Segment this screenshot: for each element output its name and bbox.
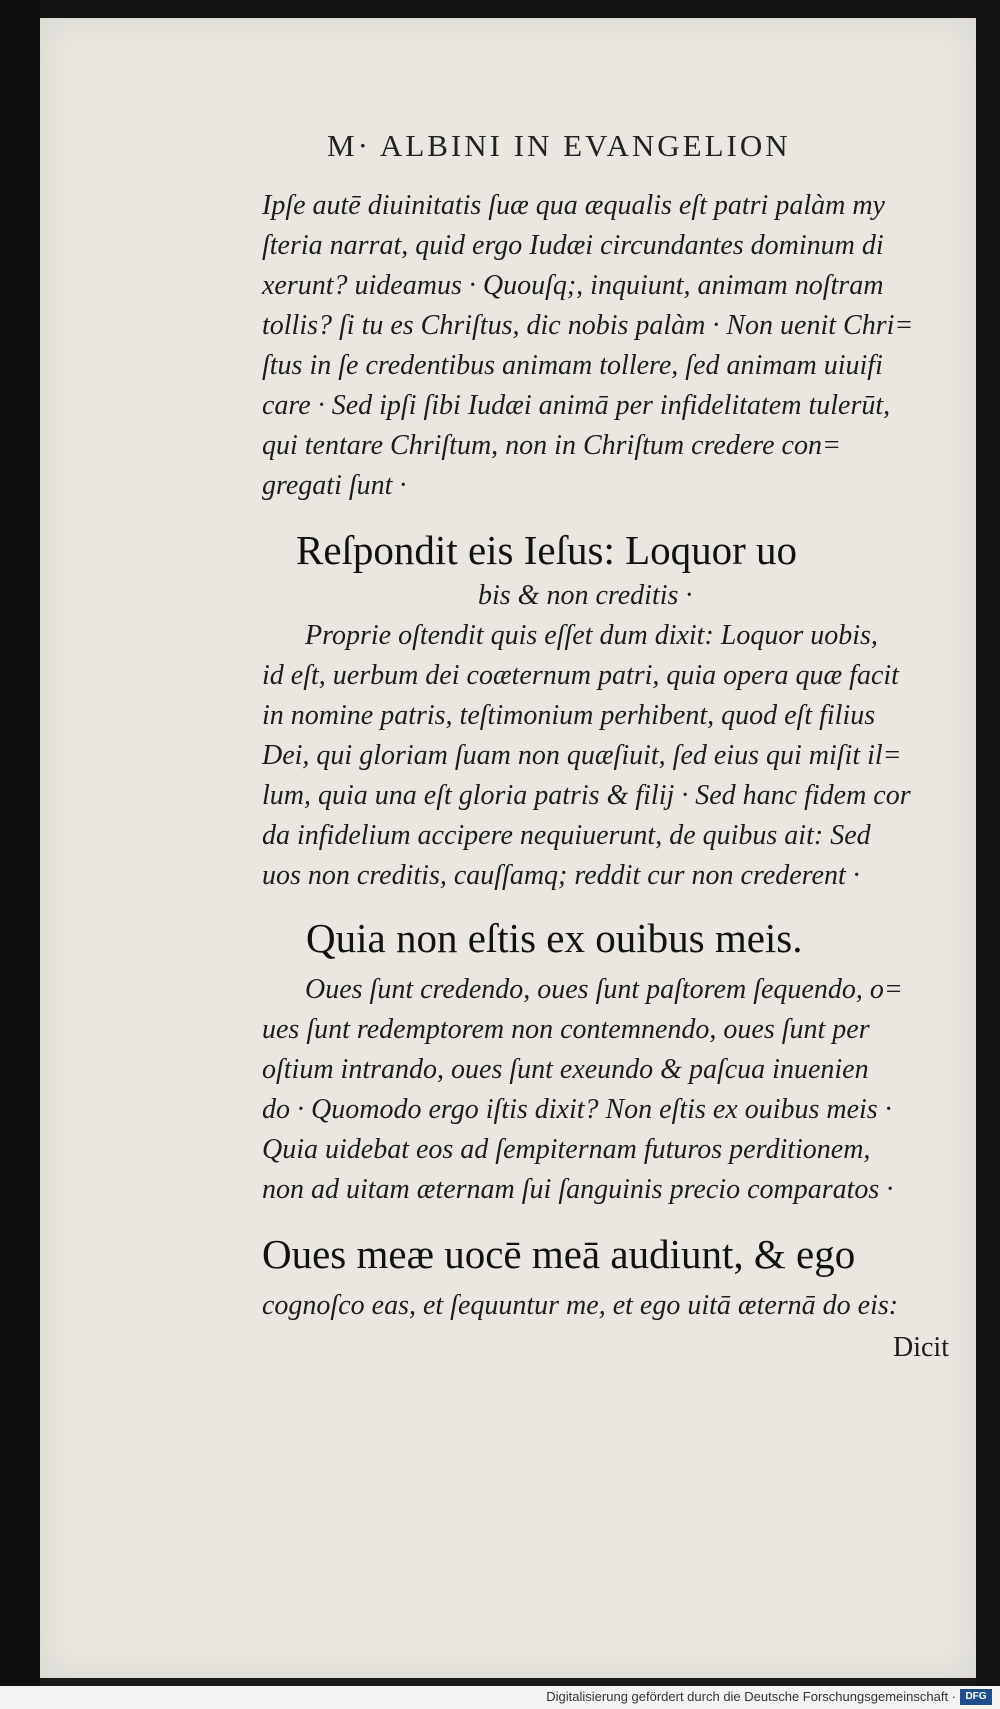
text-line: tollis? ſi tu es Chriſtus, dic nobis palàm · Non uenit Chri= (262, 310, 914, 341)
text-line: in nomine patris, teſtimonium perhibent, quod eſt filius (262, 700, 876, 731)
lemma-heading: Oues meæ uocē meā audiunt, & ego (262, 1231, 856, 1277)
text-line: ues ſunt redemptorem non contemnendo, oues ſunt per (262, 1014, 870, 1045)
text-line: ſtus in ſe credentibus animam tollere, ſed animam uiuifi (262, 350, 883, 381)
text-line: non ad uitam æternam ſui ſanguinis precio comparatos · (262, 1174, 894, 1205)
text-line: qui tentare Chriſtum, non in Chriſtum credere con= (262, 430, 841, 461)
text-line: uos non creditis, cauſſamq; reddit cur non crederent · (262, 860, 860, 891)
text-line: oſtium intrando, oues ſunt exeundo & paſcua inuenien (262, 1054, 869, 1085)
text-line: Oues ſunt credendo, oues ſunt paſtorem ſequendo, o= (305, 974, 903, 1005)
text-line: Quia uidebat eos ad ſempiternam futuros perditionem, (262, 1134, 871, 1165)
text-line: da infidelium accipere nequiuerunt, de quibus ait: Sed (262, 820, 871, 851)
text-line: xerunt? uideamus · Quouſq;, inquiunt, animam noſtram (262, 270, 884, 301)
lemma-continuation: bis & non creditis · (478, 580, 693, 611)
text-line: do · Quomodo ergo iſtis dixit? Non eſtis ex ouibus meis · (262, 1094, 892, 1125)
text-line: gregati ſunt · (262, 470, 407, 501)
scan-border-right (976, 0, 1000, 1709)
text-line: ſteria narrat, quid ergo Iudæi circundantes dominum di (262, 230, 884, 261)
text-line: care · Sed ipſi ſibi Iudæi animā per infidelitatem tulerūt, (262, 390, 891, 421)
text-line: Ipſe autē diuinitatis ſuæ qua æqualis eſt patri palàm my (262, 190, 885, 221)
text-line: lum, quia una eſt gloria patris & filij · Sed hanc fidem cor (262, 780, 911, 811)
running-head: M· ALBINI IN EVANGELION (327, 128, 791, 163)
text-line: id eſt, uerbum dei coæternum patri, quia opera quæ facit (262, 660, 899, 691)
footer-credit: Digitalisierung gefördert durch die Deutsche Forschungsgemeinschaft · (546, 1689, 956, 1704)
dfg-logo: DFG (960, 1689, 992, 1705)
text-line: Dei, qui gloriam ſuam non quæſiuit, ſed eius qui miſit il= (262, 740, 902, 771)
lemma-continuation: cognoſco eas, et ſequuntur me, et ego uitā æternā do eis: (262, 1290, 899, 1321)
scan-border-left (0, 0, 40, 1709)
digitization-footer (0, 1686, 1000, 1709)
catchword: Dicit (893, 1332, 949, 1363)
lemma-heading: Quia non eſtis ex ouibus meis. (306, 915, 803, 961)
lemma-heading: Reſpondit eis Ieſus: Loquor uo (296, 527, 798, 573)
text-line: Proprie oſtendit quis eſſet dum dixit: Loquor uobis, (305, 620, 878, 651)
